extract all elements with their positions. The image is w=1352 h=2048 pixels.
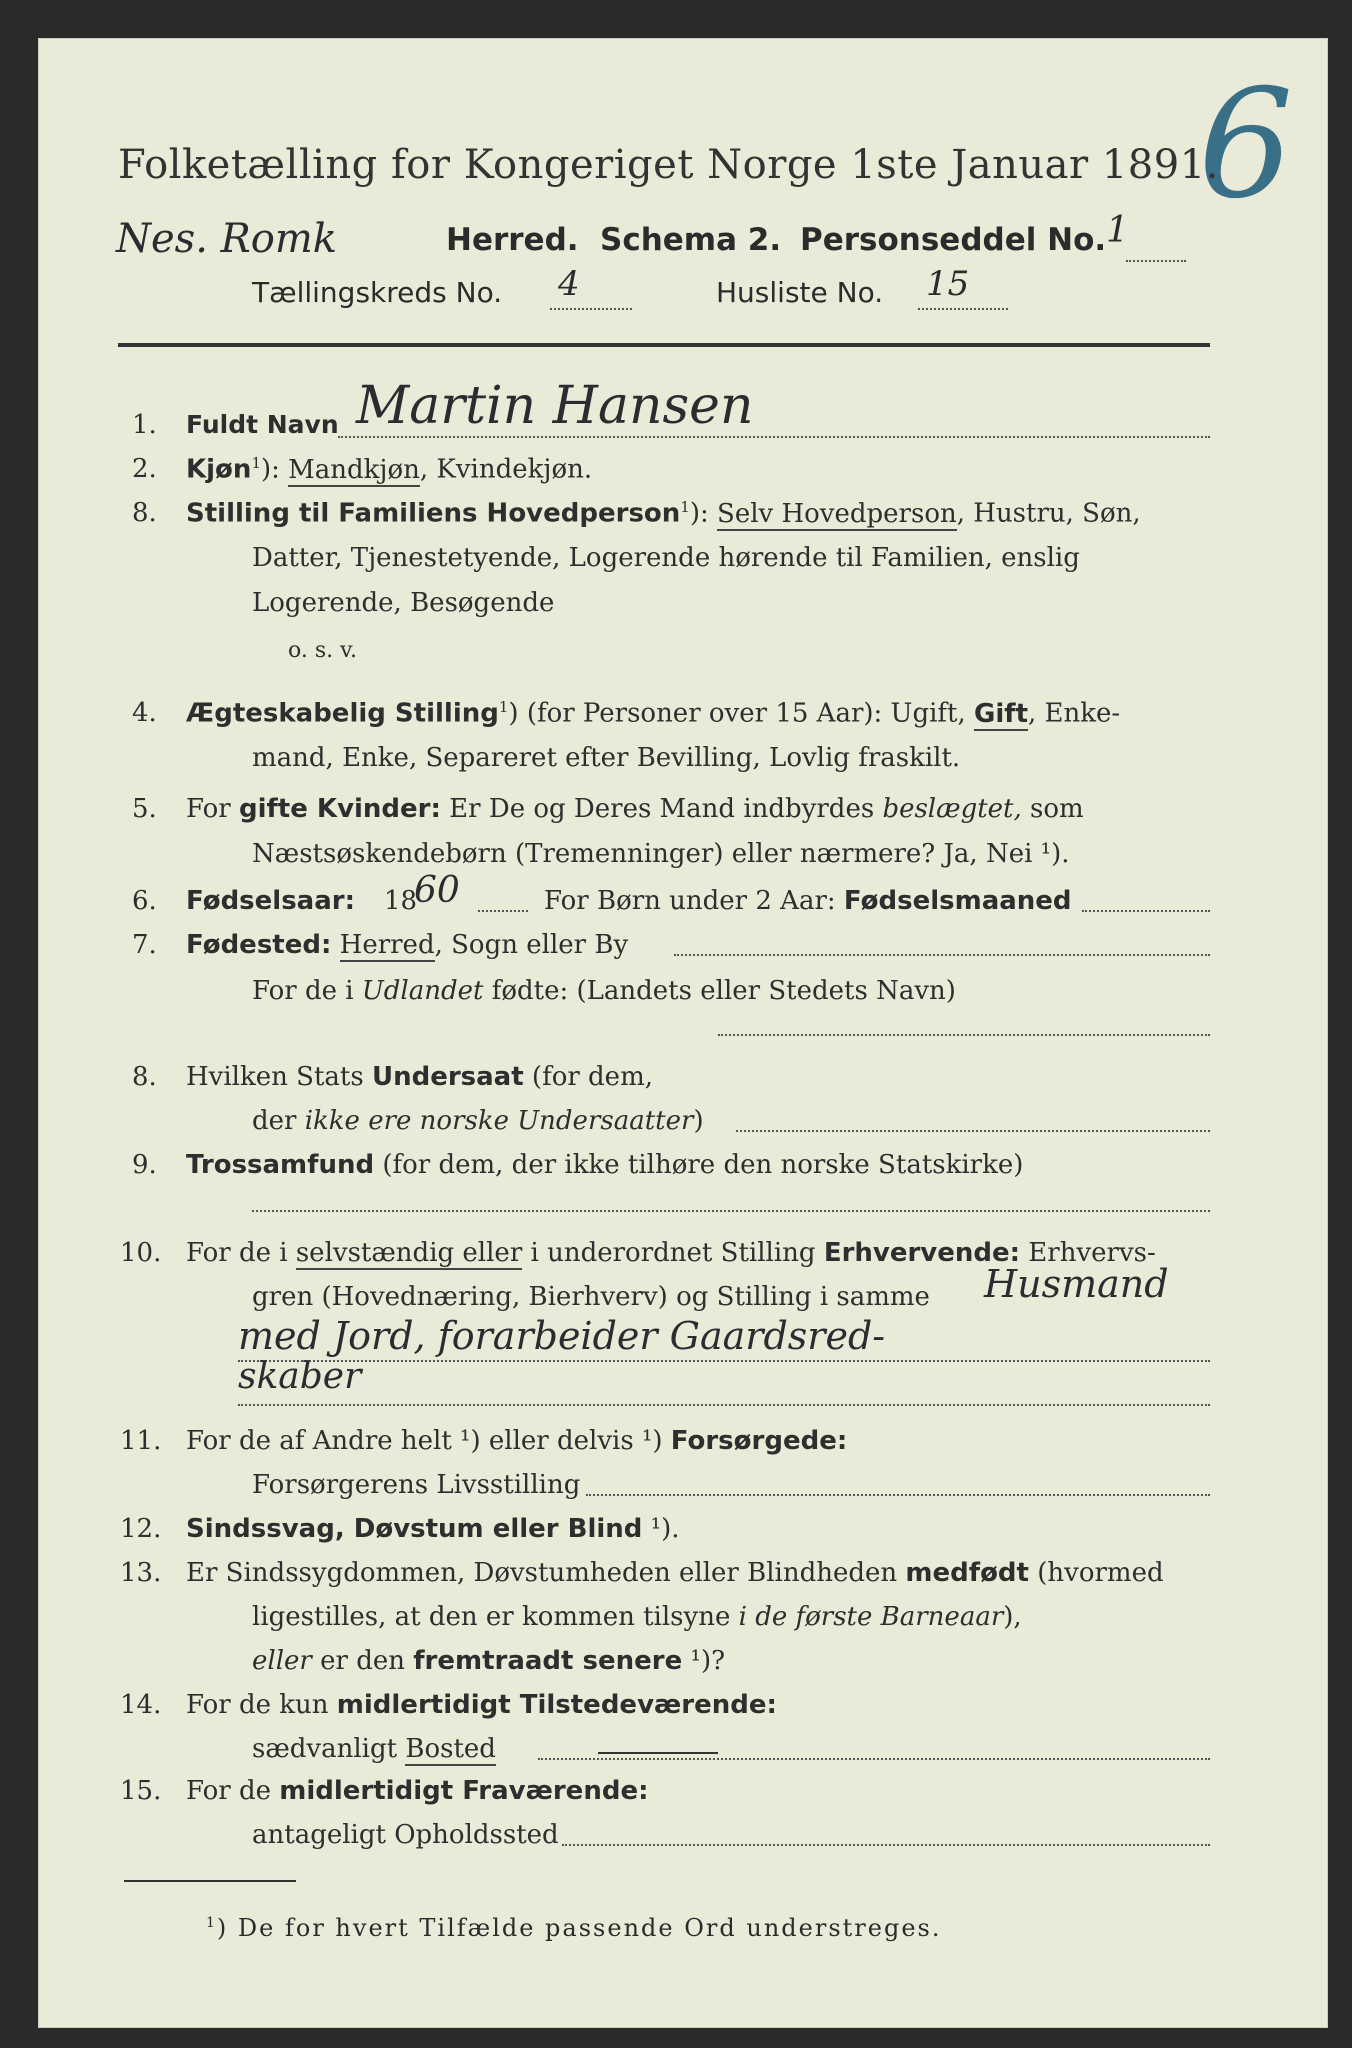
q3-line1 bbox=[186, 498, 1141, 529]
q13-line2-italic: i de første Barneaar bbox=[738, 1602, 1004, 1632]
schema-label: Schema 2. bbox=[600, 222, 782, 258]
q5-text1: For bbox=[186, 794, 239, 824]
q13-line1 bbox=[186, 1558, 1164, 1588]
q10-dotted-line-1 bbox=[238, 1360, 1210, 1362]
q14-number: 14. bbox=[120, 1690, 162, 1720]
q10-occupation-hand-1: Husmand bbox=[984, 1262, 1169, 1306]
q3-line2: Datter, Tjenestetyende, Logerende hørende til Familien, enslig bbox=[252, 543, 1080, 573]
q7-line2a: For de i bbox=[252, 976, 362, 1006]
personseddel-label: Personseddel No. bbox=[800, 222, 1107, 258]
q12-bold: Sindssvag, Døvstum eller Blind bbox=[186, 1514, 643, 1544]
q13-line2 bbox=[252, 1602, 1022, 1632]
footnote-separator bbox=[124, 1880, 296, 1882]
q4-line2: mand, Enke, Separeret efter Bevilling, Lovlig fraskilt. bbox=[252, 743, 961, 773]
herred-label: Herred. bbox=[446, 222, 579, 258]
q5-number: 5. bbox=[132, 794, 157, 824]
q14-text1: For de kun bbox=[186, 1690, 337, 1720]
q14-line1 bbox=[186, 1690, 777, 1720]
q11-text1: For de af Andre helt ¹) eller delvis ¹) bbox=[186, 1426, 671, 1456]
footnote-text: $^1$) De for hvert Tilfælde passende Ord understreges. bbox=[206, 1914, 942, 1942]
q7-dotted-line-1 bbox=[674, 954, 1210, 956]
q6-text1: For Børn under 2 Aar: bbox=[544, 886, 844, 916]
q3-label: Stilling til Familiens Hovedperson bbox=[186, 498, 681, 529]
q8-line2a: der bbox=[252, 1106, 305, 1136]
q3-line3: Logerende, Besøgende bbox=[252, 588, 555, 618]
q9-text1: (for dem, der ikke tilhøre den norske Statskirke) bbox=[374, 1150, 1024, 1180]
footnote-body: ) De for hvert Tilfælde passende Ord understreges. bbox=[216, 1914, 942, 1942]
q8-dotted-line bbox=[736, 1130, 1210, 1132]
q4-number: 4. bbox=[132, 698, 157, 728]
q8-number: 8. bbox=[132, 1062, 157, 1092]
q2-sup: 1 bbox=[251, 454, 261, 472]
q1-label: Fuldt Navn bbox=[186, 410, 339, 439]
q15-dotted-line bbox=[562, 1844, 1210, 1846]
q11-bold: Forsørgede: bbox=[670, 1426, 848, 1456]
kreds-number: 4 bbox=[558, 264, 580, 304]
q13-number: 13. bbox=[120, 1558, 162, 1588]
q2-text bbox=[186, 454, 592, 485]
q1-number: 1. bbox=[132, 410, 157, 440]
q6-line-rest bbox=[544, 886, 1072, 916]
q11-dotted-line bbox=[586, 1494, 1210, 1496]
husliste-label: Husliste No. bbox=[716, 276, 884, 309]
husliste-number: 15 bbox=[926, 264, 970, 304]
q13-line3b: ¹)? bbox=[682, 1646, 726, 1676]
q13-line3-italic: eller bbox=[252, 1646, 312, 1676]
header-divider bbox=[118, 343, 1210, 347]
q6-bold2: Fødselsmaaned bbox=[843, 886, 1072, 916]
q11-number: 11. bbox=[120, 1426, 162, 1456]
q2-number: 2. bbox=[132, 454, 157, 484]
q8-line2-italic: ikke ere norske Undersaatter bbox=[304, 1106, 694, 1136]
q2-label: Kjøn bbox=[186, 454, 252, 485]
q12-line1 bbox=[186, 1514, 680, 1544]
herred-handwritten: Nes. Romk bbox=[116, 216, 337, 262]
q7-number: 7. bbox=[132, 930, 157, 960]
q14-bold: midlertidigt Tilstedeværende: bbox=[336, 1690, 777, 1720]
q15-number: 15. bbox=[120, 1776, 162, 1806]
q4-line1 bbox=[186, 698, 1120, 729]
kreds-label: Tællingskreds No. bbox=[252, 276, 503, 309]
q13-text1: Er Sindssygdommen, Døvstumheden eller Blindheden bbox=[186, 1558, 906, 1588]
q10-number: 10. bbox=[120, 1238, 162, 1268]
q8-line2 bbox=[252, 1106, 704, 1136]
q5-text2: Er De og Deres Mand indbyrdes bbox=[440, 794, 883, 824]
q5-text3: som bbox=[1021, 794, 1084, 824]
q13-text2: (hvormed bbox=[1028, 1558, 1164, 1588]
q11-line2: Forsørgerens Livsstilling bbox=[252, 1470, 581, 1500]
q9-line1 bbox=[186, 1150, 1023, 1180]
q10-occupation-hand-3: skaber bbox=[238, 1356, 362, 1397]
q3-text1: ): bbox=[689, 498, 718, 529]
q7-line2-italic: Udlandet bbox=[361, 976, 484, 1006]
q13-line3 bbox=[252, 1646, 725, 1676]
q6-year-handwritten: 60 bbox=[414, 870, 460, 911]
q8-text1: Hvilken Stats bbox=[186, 1062, 372, 1092]
q5-italic: beslægtet, bbox=[882, 794, 1022, 824]
q2-text2: , Kvindekjøn. bbox=[419, 454, 593, 485]
q14-line2 bbox=[252, 1734, 496, 1764]
q4-label: Ægteskabelig Stilling bbox=[186, 698, 499, 729]
q3-sup: 1 bbox=[680, 498, 690, 516]
q10-line2: gren (Hovednæring, Bierhverv) og Stilling i samme bbox=[252, 1282, 930, 1312]
q8-line2b: ) bbox=[693, 1106, 704, 1136]
q9-number: 9. bbox=[132, 1150, 157, 1180]
q5-line2: Næstsøskendebørn (Tremenninger) eller nærmere? Ja, Nei ¹). bbox=[252, 839, 1070, 869]
q6-number: 6. bbox=[132, 886, 157, 916]
q4-sup: 1 bbox=[498, 698, 509, 716]
q15-bold: midlertidigt Fraværende: bbox=[279, 1776, 649, 1806]
q6-prefix: 18 bbox=[384, 886, 418, 916]
q9-bold: Trossamfund bbox=[186, 1150, 375, 1180]
q7-line2b: fødte: (Landets eller Stedets Navn) bbox=[483, 976, 956, 1006]
q13-line3-bold: fremtraadt senere bbox=[413, 1646, 683, 1676]
q15-line2: antageligt Opholdssted bbox=[252, 1820, 559, 1850]
q11-line1 bbox=[186, 1426, 847, 1456]
q8-text2: (for dem, bbox=[523, 1062, 653, 1092]
q6-dotted-line-2 bbox=[1082, 910, 1210, 912]
q9-dotted-line bbox=[252, 1210, 1210, 1212]
q8-bold: Undersaat bbox=[371, 1062, 524, 1092]
q5-line1 bbox=[186, 794, 1084, 824]
q14-line2-text: sædvanligt bbox=[252, 1734, 406, 1764]
q4-text2: , Enke- bbox=[1028, 698, 1121, 729]
q13-line2b: ), bbox=[1003, 1602, 1022, 1632]
q7-label: Fødested: bbox=[186, 930, 332, 960]
q6-label: Fødselsaar: bbox=[186, 886, 355, 916]
q12-number: 12. bbox=[120, 1514, 162, 1544]
q10-selected: selvstændig eller bbox=[295, 1238, 523, 1268]
q8-line1 bbox=[186, 1062, 653, 1092]
form-title: Folketælling for Kongeriget Norge 1ste Januar 1891. bbox=[118, 142, 1219, 188]
q6-dotted-line-1 bbox=[478, 910, 528, 912]
q14-strike-mark bbox=[598, 1752, 718, 1754]
q10-occupation-hand-2: med Jord, forarbeider Gaardsred- bbox=[238, 1314, 886, 1358]
q15-line1 bbox=[186, 1776, 648, 1806]
q1-name-handwritten: Martin Hansen bbox=[356, 376, 754, 436]
q2-male-selected: Mandkjøn bbox=[288, 454, 420, 485]
q7-line1 bbox=[186, 930, 628, 960]
q14-selected: Bosted bbox=[405, 1734, 496, 1764]
q3-text2: , Hustru, Søn, bbox=[956, 498, 1141, 529]
q13-line2a: ligestilles, at den er kommen tilsyne bbox=[252, 1602, 739, 1632]
q14-dotted-line bbox=[538, 1758, 1210, 1760]
q7-dotted-line-2 bbox=[718, 1034, 1210, 1036]
q5-bold: gifte Kvinder: bbox=[238, 794, 441, 824]
census-form-sheet bbox=[38, 38, 1328, 2028]
q3-selected: Selv Hovedperson bbox=[717, 498, 957, 529]
q7-line2 bbox=[252, 976, 956, 1006]
q7-text1: , Sogn eller By bbox=[434, 930, 629, 960]
q10-text1: For de i bbox=[186, 1238, 296, 1268]
q12-text1: ¹). bbox=[642, 1514, 680, 1544]
personseddel-number: 1 bbox=[1106, 210, 1129, 251]
q10-text2: i underordnet Stilling bbox=[522, 1238, 824, 1268]
q2-text1: ): bbox=[260, 454, 289, 485]
q10-dotted-line-2 bbox=[238, 1404, 1210, 1406]
q1-dotted-line bbox=[338, 436, 1210, 438]
q7-selected: Herred bbox=[339, 930, 435, 960]
q13-bold: medfødt bbox=[905, 1558, 1029, 1588]
husliste-dotted-line bbox=[918, 308, 1008, 310]
personseddel-dotted-line bbox=[1126, 260, 1186, 262]
q3-number: 8. bbox=[132, 498, 157, 528]
q13-line3a: er den bbox=[311, 1646, 414, 1676]
corner-number: 6 bbox=[1198, 58, 1294, 232]
q3-line4: o. s. v. bbox=[288, 638, 357, 663]
q15-text1: For de bbox=[186, 1776, 280, 1806]
kreds-dotted-line bbox=[550, 308, 632, 310]
q4-selected: Gift bbox=[974, 698, 1029, 729]
q10-text3: Erhvervs- bbox=[1020, 1238, 1156, 1268]
q10-bold: Erhvervende: bbox=[823, 1238, 1021, 1268]
q4-text1: ) (for Personer over 15 Aar): Ugift, bbox=[508, 698, 975, 729]
